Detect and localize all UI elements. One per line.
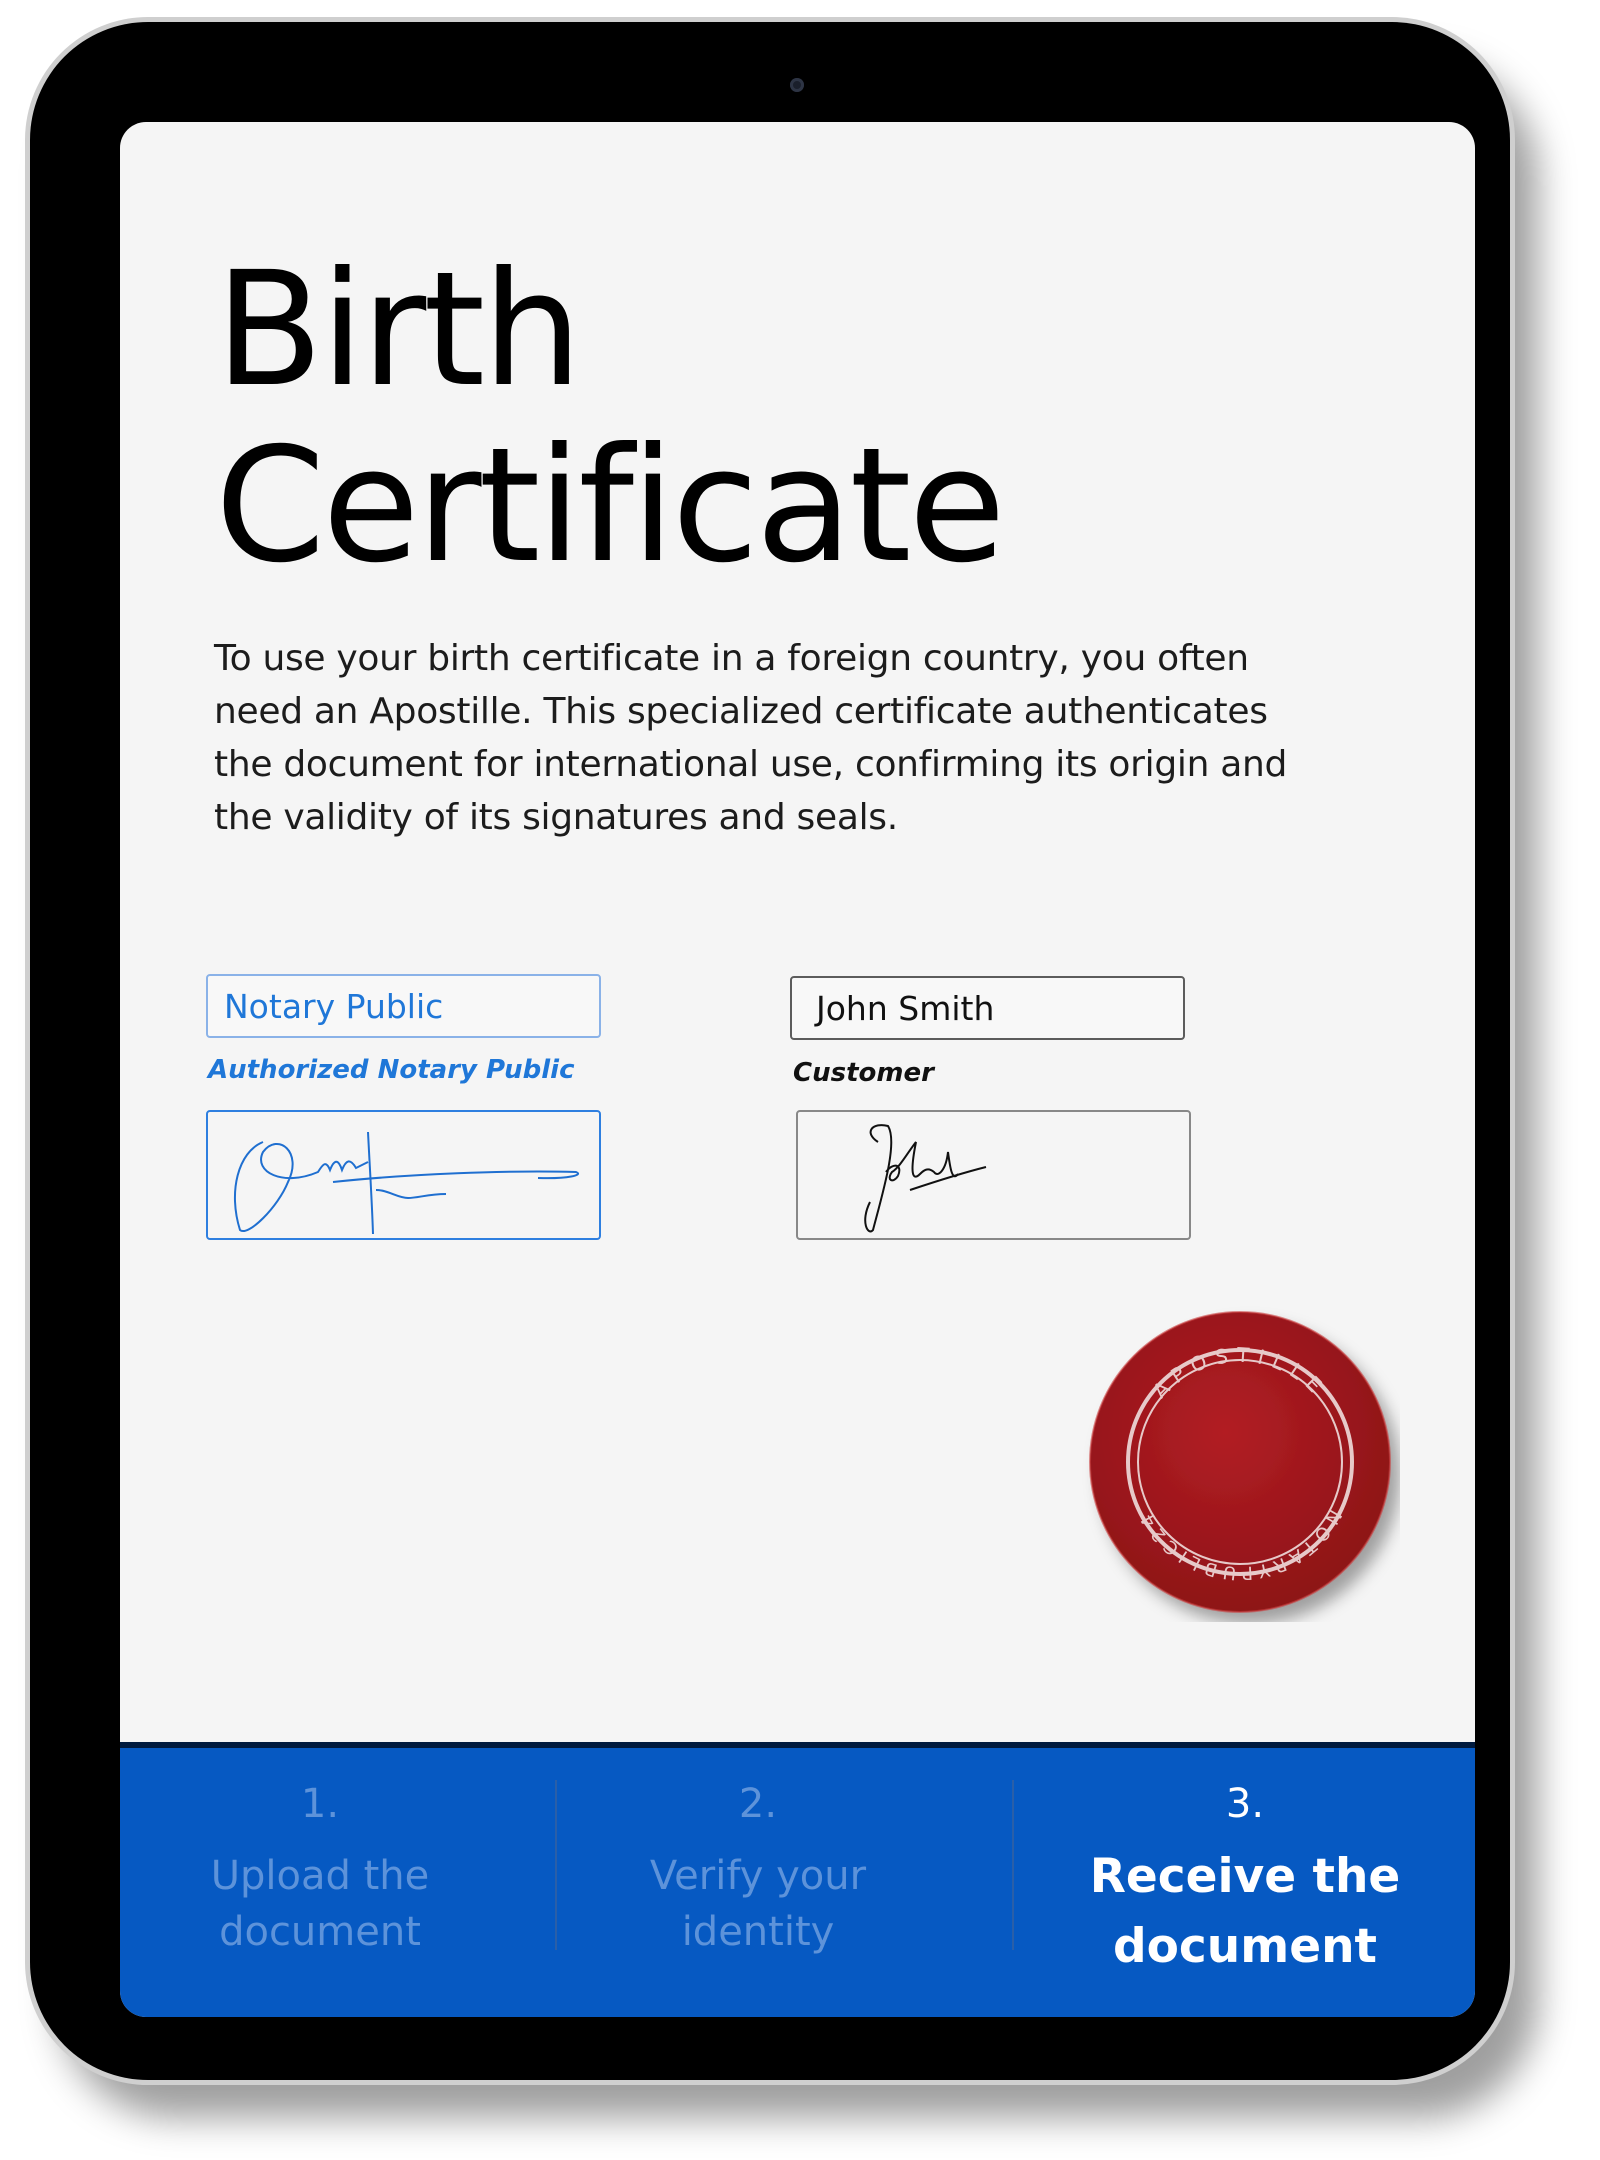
step-verify[interactable] <box>528 1748 988 2017</box>
customer-role-label: Customer <box>793 1058 934 1088</box>
document-screen <box>120 122 1475 2017</box>
step-receive[interactable] <box>1015 1748 1475 2017</box>
page-title <box>215 238 1315 598</box>
customer-signature-icon <box>798 1112 1193 1242</box>
step-label: Verify your identity <box>649 1853 867 1955</box>
notary-signature-box[interactable] <box>206 1110 601 1240</box>
tablet-frame <box>30 22 1510 2080</box>
apostille-seal-icon <box>1080 1302 1400 1622</box>
customer-name-field[interactable]: John Smith <box>790 976 1185 1040</box>
customer-signature-box[interactable] <box>796 1110 1191 1240</box>
notary-name-field[interactable]: Notary Public <box>206 974 601 1038</box>
front-camera-icon <box>790 78 804 92</box>
intro-paragraph: To use your birth certificate in a foreign country, you often need an Apostille. This specialized certificate authenticates the document for international use, confirming its origin and the validity of its signatures and seals. <box>214 638 1288 838</box>
step-number: 2. <box>738 1781 778 1827</box>
step-label: Upload the document <box>210 1853 430 1955</box>
step-label: Receive the document <box>1089 1849 1401 1974</box>
step-upload[interactable] <box>120 1748 520 2017</box>
seal-bottom-text: NOTARYPUBLIC24 <box>1134 1505 1346 1584</box>
title-line-2: Certificate <box>215 414 1003 598</box>
step-divider <box>1012 1780 1014 1950</box>
notary-role-label: Authorized Notary Public <box>208 1055 575 1085</box>
notary-signature-icon <box>208 1112 603 1242</box>
seal-top-text: APOSTILLE <box>1147 1342 1333 1403</box>
step-number: 3. <box>1225 1781 1265 1827</box>
progress-steps-bar <box>120 1742 1475 2017</box>
title-line-1: Birth <box>215 238 580 422</box>
step-number: 1. <box>300 1781 340 1827</box>
